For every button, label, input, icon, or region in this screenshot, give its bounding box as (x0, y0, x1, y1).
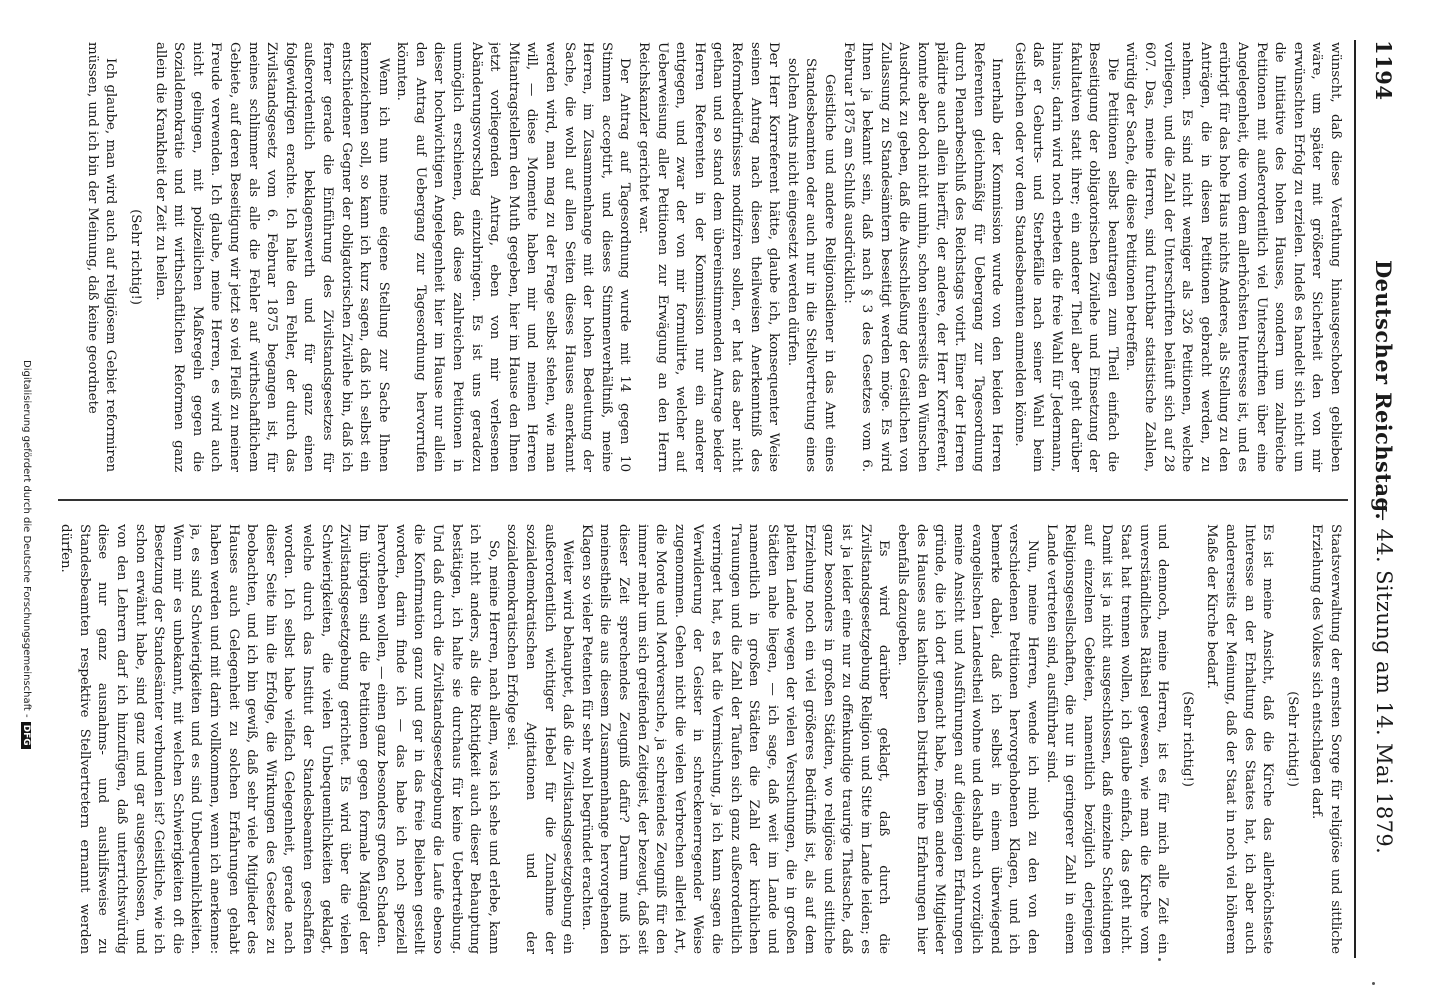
paragraph: Wenn ich nun meine eigene Stellung zur Sache Ihnen kennzeichnen soll, so kann ich kurz sagen, daß ich selbst ein entschiedener Gegner der obligatorischen Zivilehe bin, daß ich ferner gerade die Einführung des Zivilstandsgesetzes für außerordentlich beklagenswerth und für ganz einen folgewidrigen erachte. Ich halte den Fehler, der durch das Zivilstandsgesetz vom 6. Februar 1875 begangen ist, für meines schlimmer als alle die Fehler auf wirthschaftlichem Gebiete, auf deren Beseitigung wir jetzt so viel Fleiß zu meiner Freude verwenden. Ich glaube, meine Herren, es wird auch nicht gelingen, mit polizeilichen Maßregeln gegen die Sozialdemokratie und mit wirthschaftlichen Reformen ganz allein die Krankheit der Zeit zu heilen. (152, 42, 391, 472)
paragraph: Staatsverwaltung der ernsten Sorge für religiöse und sittliche Erziehung des Volkes sich entschlagen darf. (1309, 524, 1343, 954)
scan-speck (1158, 958, 1161, 961)
session-title: — 44. Sitzung am 14. Mai 1879. (1372, 500, 1396, 855)
quoted-law-paragraph: Geistliche und andere Religionsdiener in das Amt eines Standesbeamten oder auch nur in die Stellvertretung eines solchen Amts nicht eingesetzt werden dürfen. (784, 58, 837, 472)
paragraph: Der Herr Korreferent hätte, glaube ich, konsequenter Weise seinen Antrag nach diesen theilweisen Anerkenntniß des Reformbedürfnisses modifiziren sollen, er hat das aber nicht gethan und so stand dem übereinstimmenden Antrage beider Herren Referenten in der Kommission nur ein anderer entgegen, und zwar der von mir formulirte, welcher auf Ueberweisung aller Petitionen zur Erwägung an den Herrn Reichskanzler gerichtet war. (636, 42, 782, 472)
credit-text: Digitalisierung gefördert durch die Deutsche Forschungsgemeinschaft - (21, 360, 32, 718)
page-header (1360, 40, 1400, 940)
paragraph: Die Petitionen selbst beantragen zum Theil einfach die Beseitigung der obligatorischen Zivilehe und Einsetzung der fakultativen statt ihrer; ein anderer Theil aber geht darüber hinaus; darin wird noch erbeten die freie Wahl für Jedermann, daß er Geburts- und Sterbefälle nach seiner Wahl beim Geistlichen oder vor dem Standesbeamten anmelden könne. (1011, 42, 1120, 472)
interjection: (Sehr richtig!) (1284, 691, 1300, 787)
header-divider (1354, 40, 1356, 958)
publication-title: Deutscher Reichstag. (1371, 260, 1396, 521)
paragraph: Ich glaube, man wird auch auf religiösem Gebiet reformiren müssen, und ich bin der Meinung, daß keine geordnete (84, 42, 119, 472)
paragraph: und dennoch, meine Herren, ist es für mich alle Zeit ein unverständliches Räthsel gewesen, wie man die Kirche vom Staat hat trennen wollen, ich glaube einfach, das geht nicht. Damit ist ja nicht ausgeschlossen, daß einzelne Scheidungen auf einzelnen Gebieten, namentlich bezüglich derjenigen Religionsgesellschaften, die nur in geringerer Zahl in einem Lande vertreten sind, ausführbar sind. (1043, 524, 1171, 954)
page-number: 1194 (1371, 40, 1396, 101)
paragraph: Innerhalb der Kommission wurde von den beiden Herren Referenten gleichmäßig für Uebergang zur Tagesordnung durch Plenarbeschluß des Reichstags votirt. Einer der Herren plädirte auch allein hierfür, der andere, der Herr Korreferent, konnte aber doch nicht umhin, schon seinerseits den Wünschen Ausdruck zu geben, daß die Ausschließung der Geistlichen von Zulassung zu Standesämtern beseitigt werden möge. Es wird Ihnen ja bekannt sein, daß nach § 3 des Gesetzes vom 6. Februar 1875 am Schluß ausdrücklich: (840, 42, 1005, 472)
left-column (54, 42, 1344, 472)
digitization-credit (21, 360, 32, 749)
paragraph: Im übrigen sind die Petitionen gegen formale Mängel der Zivilstandsgesetzgebung gerichtet. Es wird über die vielen Schwierigkeiten, die vielen Unbequemlichkeiten geklagt, welche durch das Institut der Standesbeamten geschaffen worden. Ich selbst habe vielfach Gelegenheit, gerade nach dieser Seite hin die Erfolge, die Wirkungen des Gesetzes zu beobachten, und ich bin gewiß, daß sehr viele Mitglieder des Hauses auch Gelegenheit zu solchen Erfahrungen gehabt haben werden und mit darin vollkommen, wenn ich anerkenne: ja, es sind Schwierigkeiten und es sind Unbequemlichkeiten. Wenn mir es unbekannt, mit welchen Schwierigkeiten oft die Besetzung der Standesämter verbunden ist? Geistliche, wie ich schon erwähnt habe, sind ganz und gar ausgeschlossen, und von den Lehrern darf ich hinzufügen, daß unterrichtswürdig diese nur ganz ausnahms- und aushilfsweise zu Standesbeamten respektive Stellvertretern ernannt werden dürfen. (58, 524, 371, 954)
right-column (54, 524, 1344, 954)
paragraph: Der Antrag auf Tagesordnung wurde mit 14 gegen 10 Stimmen acceptirt, und dieses Stimmenverhältniß, meine Herren, im Zusammenhange mit der hohen Bedeutung der Sache, die wohl auf allen Seiten dieses Hauses anerkannt werden wird, man mag zu der Frage selbst stehen, wie man will, — diese Momente haben mir und meinen Herren Mitantragstellern den Muth gegeben, hier im Hause den Ihnen jetzt vorliegenden Antrag, eben von mir verlesenen Abänderungsvorschlag einzubringen. Es ist uns geradezu unmöglich erschienen, daß diese zahlreichen Petitionen in dieser hochwichtigen Angelegenheit hier im Hause nur allein den Antrag auf Uebergang zur Tagesordnung hervorrufen könnten. (394, 42, 633, 472)
interjection: (Sehr richtig!) (1179, 691, 1195, 787)
paragraph: So, meine Herren, nach allem, was ich sehe und erlebe, kann ich nicht anders, als die Richtigkeit auch dieser Behauptung bestätigen, ich halte sie durchaus für keine Uebertreibung. Und daß durch die Zivilstandsgesetzgebung die Laufe ebenso die Konfirmation ganz und gar in das freie Belieben gestellt worden, darin finde ich — das habe ich noch speziell hervorheben wollen, — einen ganz besonders großen Schaden. (374, 524, 501, 954)
dfg-logo: DFG (21, 722, 31, 749)
paragraph: Nun, meine Herren, wende ich mich zu den von den verschiedenen Petitionen hervorgehobenen Klagen, und ich bemerke dabei, daß ich selbst in einem überwiegend evangelischen Landestheil wohne und deshalb auch vorzüglich meine Ansicht und Ausführungen auf diejenigen Erfahrungen gründe, die ich dort gemacht habe, mögen andere Mitglieder des Hauses aus katholischen Distrikten ihre Erfahrungen hier ebenfalls dazugeben. (894, 524, 1041, 954)
paragraph: Es wird darüber geklagt, daß durch die Zivilstandsgesetzgebung Religion und Sitte im Lande leiden; es ist ja leider eine nur zu offenkundige traurige Thatsache, daß ganz besonders in großen Städten, wo religiöse und sittliche Erziehung noch ein viel größeres Bedürfniß ist, als auf dem platten Lande wegen der vielen Versuchungen, die in großen Städten nahe liegen, — ich sage, daß weit im Lande und namentlich in großen Städten die Zahl der kirchlichen Trauungen und die Zahl der Taufen sich ganz außerordentlich verringert hat, es hat die Vermischung, ja ich kann sagen die Verwilderung der Geister in schreckenerregender Weise zugenommen. Gehen nicht die vielen Verbrechen allerlei Art, die Morde und Mordversuche, ja schreiendes Zeugniß für den immer mehr um sich greifenden Zeitgeist, der bezeugt, daß seit dieser Zeit sprechendes Zeugniß dafür? Darum muß ich meinestheils die aus diesem Zusammenhange hervorgehenden Klagen so vieler Petenten für sehr wohl begründet erachten. (578, 524, 892, 954)
paragraph: Weiter wird behauptet, daß die Zivilstandsgesetzgebung ein außerordentlich wichtiger Hebel für die Zunahme der sozialdemokratischen Agitationen und der sozialdemokratischen Erfolge sei. (504, 524, 576, 954)
interjection: (Sehr richtig!) (128, 209, 143, 305)
paragraph: Es ist meine Ansicht, daß die Kirche das allerhöchsteste Interesse an der Erhaltung des Staates hat, ich aber auch andererseits der Meinung, daß der Staat in noch viel höherem Maße der Kirche bedarf. (1204, 524, 1276, 954)
scan-speck (1372, 982, 1375, 985)
paragraph: wünscht, daß diese Verathung hinausgeschoben geblieben wäre, um später mit größerer Sicherheit den von mir erwünschten Erfolg zu erzielen. Indeß es handelt sich nicht um die Initiative des hohen Hauses, sondern um zahlreiche Petitionen mit außerordentlich viel Unterschriften über eine Angelegenheit, die vom dem allerhöchsten Interesse ist, und es erübrigt für das hohe Haus nichts Anderes, als Stellung zu den Anträgen, die in diesen Petitionen gebracht werden, zu nehmen. Es sind nicht weniger als 326 Petitionen, welche vorliegen, und die Zahl der Unterschriften beläuft sich auf 28 607. Das, meine Herren, sind furchtbar statistische Zahlen, würdig der Sache, die diese Petitionen betreffen. (1123, 42, 1343, 472)
column-divider (58, 499, 1348, 501)
